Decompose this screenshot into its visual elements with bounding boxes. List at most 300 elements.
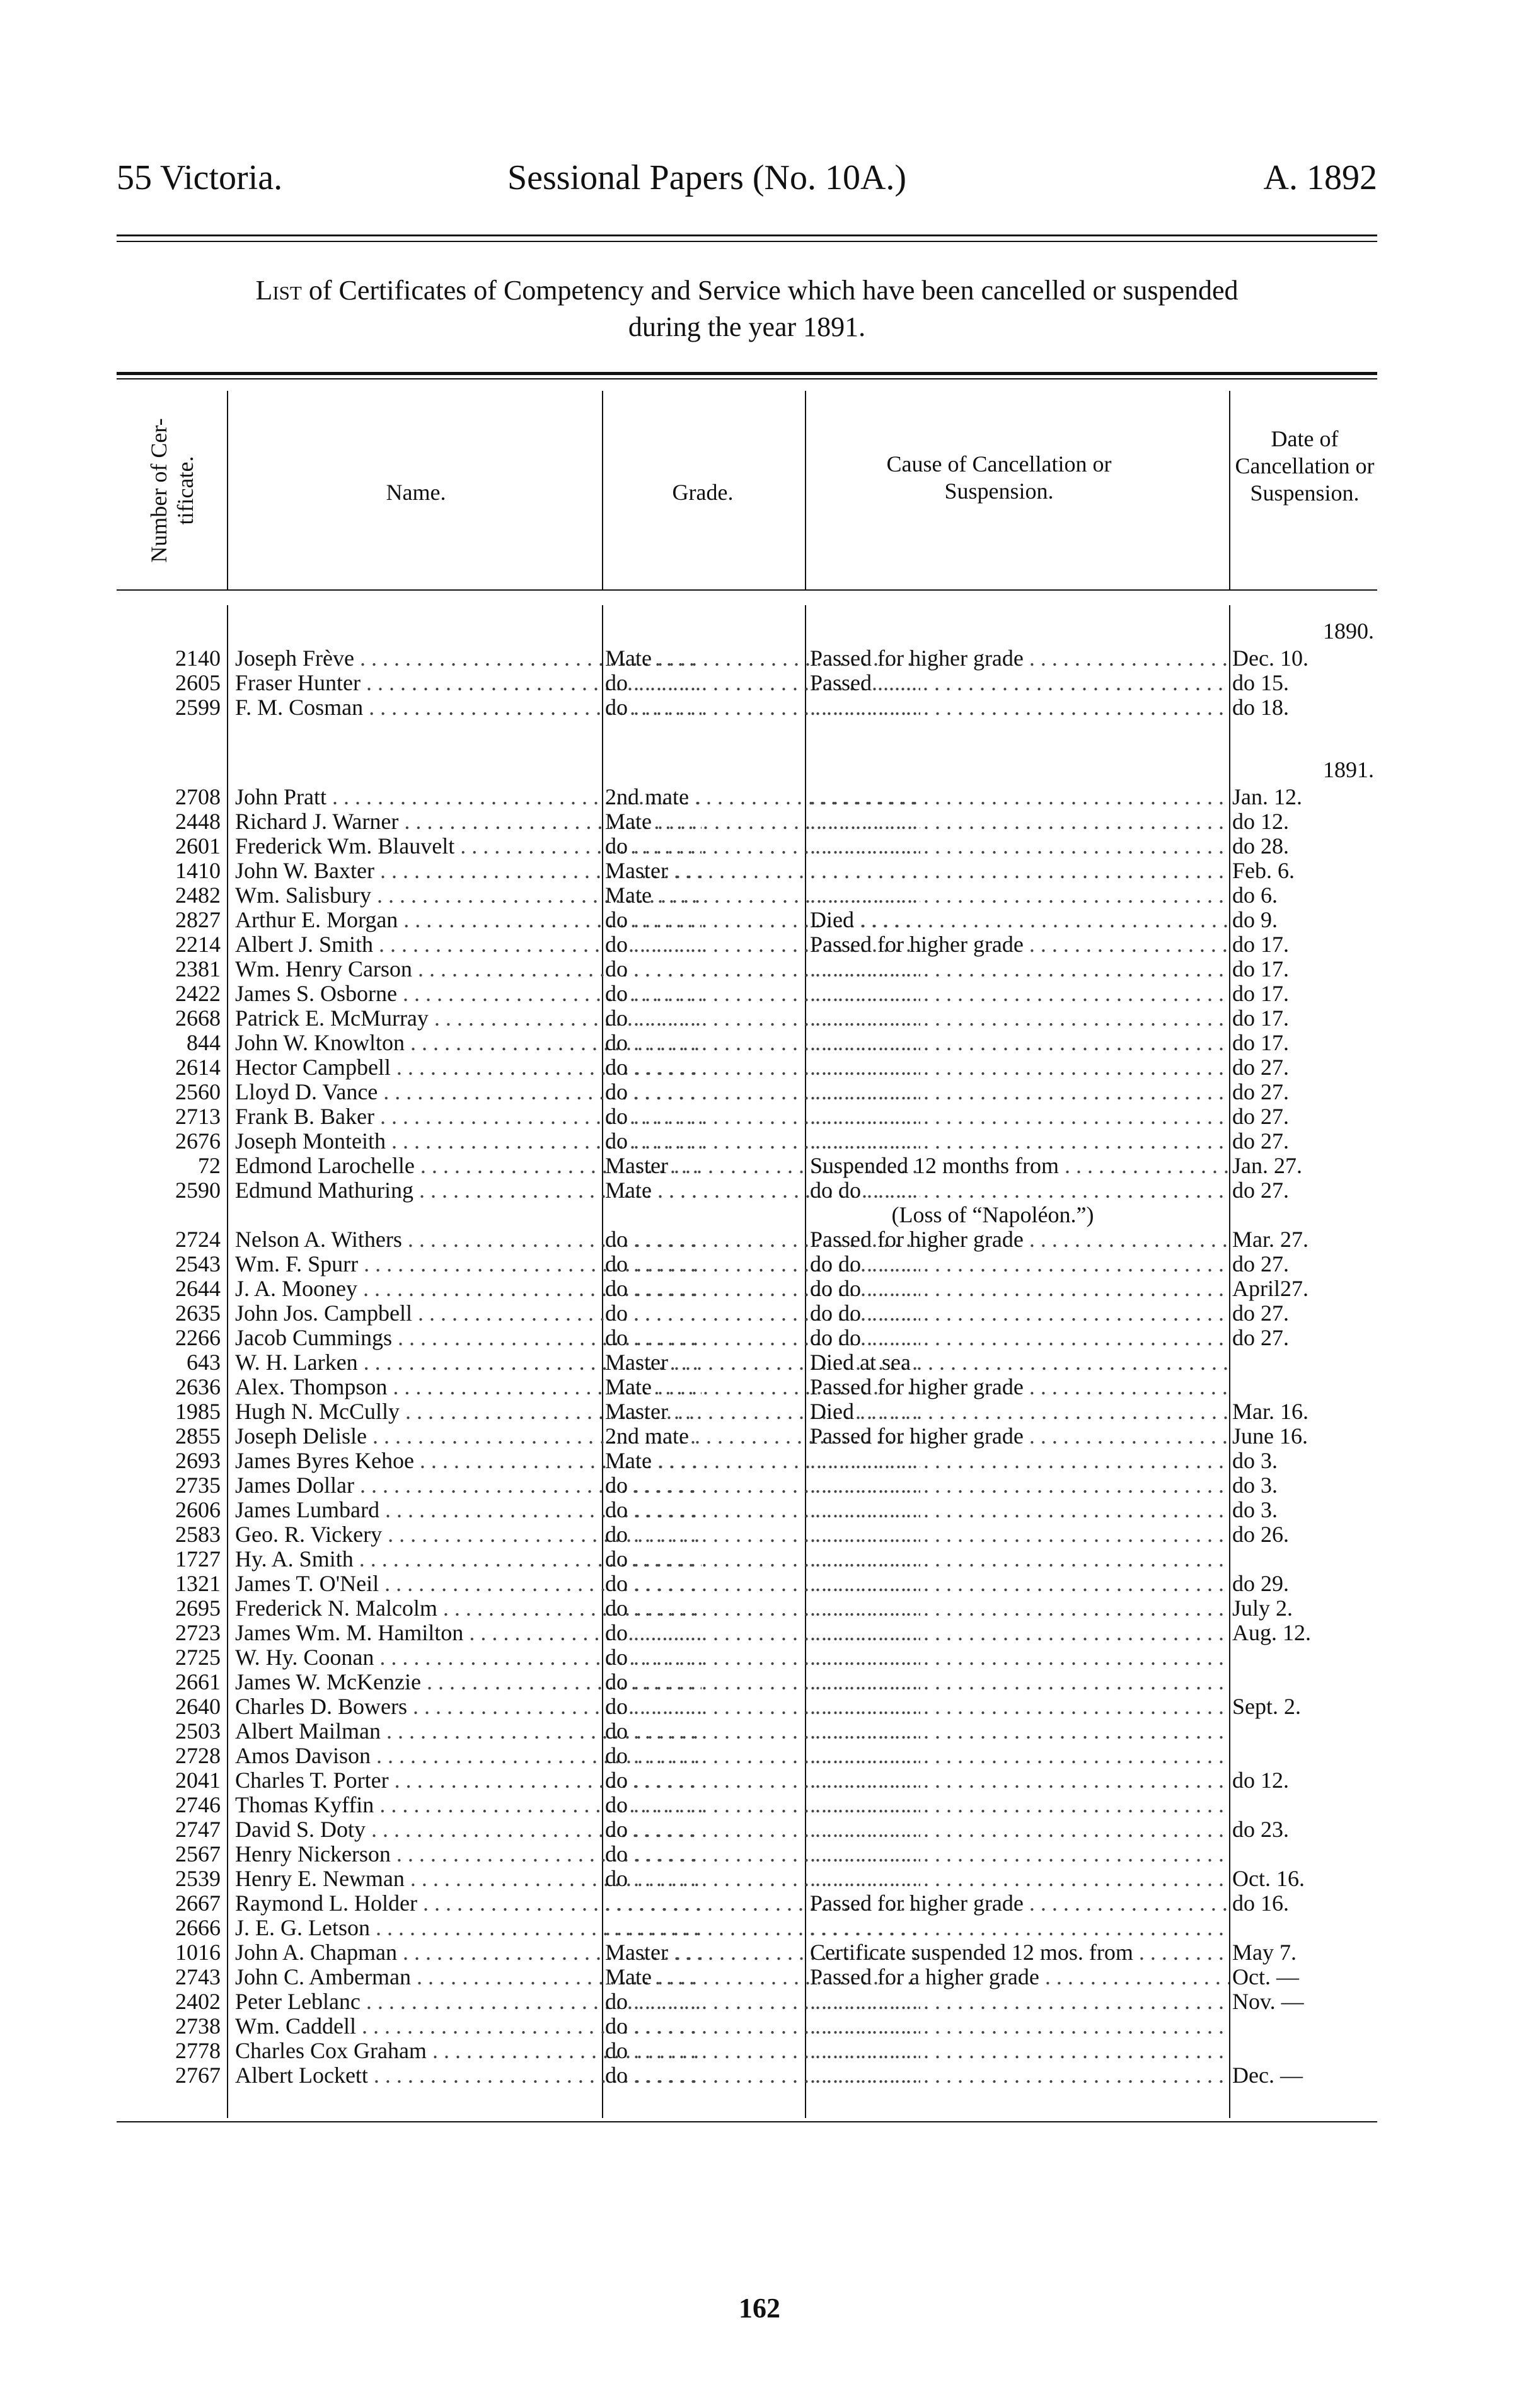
holder-name: Charles D. Bowers . . . <box>235 1694 702 1719</box>
cause: Died . . . <box>810 1399 1229 1424</box>
date: do 27. <box>1232 1178 1289 1203</box>
holder-name: Wm. Caddell . . . <box>235 2014 702 2039</box>
certificate-number: 2666 <box>175 1915 221 1940</box>
col-cause-header: Cause of Cancellation or Suspension. <box>886 451 1112 504</box>
certificate-number: 2724 <box>175 1227 221 1252</box>
date: do 27. <box>1232 1104 1289 1129</box>
holder-name: Frederick N. Malcolm . . . <box>235 1596 702 1621</box>
date: do 17. <box>1232 981 1289 1006</box>
grade: do . . . <box>605 1768 920 1793</box>
table-row <box>117 1104 1377 1129</box>
cause <box>810 1916 1229 1940</box>
holder-name: Thomas Kyffin . . . <box>235 1793 702 1817</box>
holder-name: Fraser Hunter . . . <box>235 671 702 695</box>
certificate-number: 2601 <box>175 833 221 859</box>
certificate-number: 2266 <box>175 1325 221 1350</box>
holder-name: Geo. R. Vickery . . . <box>235 1522 702 1547</box>
grade: do . . . <box>605 1645 920 1670</box>
holder-name: W. Hy. Coonan . . . <box>235 1645 702 1670</box>
cause <box>810 1867 1229 1891</box>
certificate-number: 2381 <box>175 956 221 981</box>
certificate-number: 2667 <box>175 1890 221 1916</box>
grade: do . . . <box>605 1326 920 1350</box>
header-bottom-rule <box>117 589 1377 591</box>
table-row <box>117 1891 1377 1916</box>
table-header <box>117 391 1377 589</box>
table-row <box>117 1350 1377 1375</box>
table-row <box>117 932 1377 957</box>
certificate-number: 2503 <box>175 1718 221 1744</box>
table-row <box>117 1670 1377 1694</box>
cause: Certificate suspended 12 mos. from . . . <box>810 1940 1229 1965</box>
cause: Passed for higher grade . . . <box>810 932 1229 957</box>
certificate-number: 2636 <box>175 1374 221 1399</box>
grade: Master . . . <box>605 1154 920 1178</box>
date: do 28. <box>1232 833 1289 859</box>
holder-name: J. A. Mooney . . . <box>235 1276 702 1301</box>
date: do 27. <box>1232 1300 1289 1326</box>
date: do 16. <box>1232 1890 1289 1916</box>
grade: do . . . <box>605 1055 920 1080</box>
col-grade-header: Grade. <box>672 480 734 505</box>
certificate-number: 2676 <box>175 1128 221 1154</box>
certificate-number: 2560 <box>175 1079 221 1104</box>
title-lead: List <box>255 275 302 306</box>
certificate-number: 2767 <box>175 2063 221 2088</box>
grade: Mate . . . <box>605 1965 920 1989</box>
date: Nov. — <box>1232 1989 1304 2014</box>
table-row <box>117 1178 1377 1203</box>
certificate-number: 2482 <box>175 883 221 908</box>
date: do 29. <box>1232 1571 1289 1596</box>
certificate-number: 2738 <box>175 2013 221 2039</box>
table-row <box>117 1055 1377 1080</box>
certificate-number: 2567 <box>175 1841 221 1867</box>
date: do 9. <box>1232 907 1278 932</box>
header-rule-thin <box>117 241 1377 242</box>
date: do 3. <box>1232 1473 1278 1498</box>
cause <box>810 1129 1229 1154</box>
cause <box>810 1621 1229 1645</box>
cause <box>810 1989 1229 2014</box>
date: do 17. <box>1232 1030 1289 1055</box>
grade: Master . . . <box>605 1940 920 1965</box>
table-row <box>117 908 1377 932</box>
grade: do . . . <box>605 981 920 1006</box>
holder-name: James Lumbard . . . <box>235 1498 702 1522</box>
grade: do . . . <box>605 1694 920 1719</box>
grade: do . . . <box>605 1719 920 1744</box>
date: Mar. 16. <box>1232 1399 1308 1424</box>
certificate-number: 2735 <box>175 1473 221 1498</box>
cause <box>810 1744 1229 1768</box>
date: Jan. 27. <box>1232 1153 1302 1178</box>
holder-name: F. M. Cosman . . . <box>235 695 702 720</box>
cause <box>810 1694 1229 1719</box>
grade: Mate . . . <box>605 809 920 834</box>
certificate-number: 2606 <box>175 1497 221 1522</box>
col-number-label: Number of Cer- tificate. <box>146 417 198 563</box>
date: do 27. <box>1232 1325 1289 1350</box>
certificate-number: 2743 <box>175 1964 221 1989</box>
title-line2: during the year 1891. <box>628 311 866 342</box>
cause: do do . . . <box>810 1276 1229 1301</box>
cause <box>810 1645 1229 1670</box>
cause: Died . . . <box>810 908 1229 932</box>
certificate-number: 2448 <box>175 809 221 834</box>
cause <box>810 957 1229 981</box>
date: Aug. 12. <box>1232 1620 1311 1645</box>
table-row <box>117 1817 1377 1842</box>
certificate-number: 1410 <box>175 858 221 883</box>
cause <box>810 2063 1229 2088</box>
holder-name: Richard J. Warner . . . <box>235 809 702 834</box>
grade: do . . . <box>605 1596 920 1621</box>
table-row <box>117 1916 1377 1940</box>
grade: do . . . <box>605 671 920 695</box>
cause <box>810 1793 1229 1817</box>
table-row <box>117 2014 1377 2039</box>
cause: do do . . . <box>810 1178 1229 1203</box>
table-top-rule <box>117 372 1377 375</box>
holder-name: W. H. Larken . . . <box>235 1350 702 1375</box>
table-row <box>117 1227 1377 1252</box>
holder-name: Joseph Frève . . . <box>235 646 702 671</box>
table-top-rule-thin <box>117 378 1377 379</box>
holder-name: Charles T. Porter . . . <box>235 1768 702 1793</box>
date: do 6. <box>1232 883 1278 908</box>
date: Dec. 10. <box>1232 645 1308 671</box>
certificate-number: 2214 <box>175 932 221 957</box>
table-row <box>117 1399 1377 1424</box>
table-row <box>117 1473 1377 1498</box>
col-divider <box>602 391 603 589</box>
col-name-header: Name. <box>386 480 446 505</box>
cause: Passed for higher grade . . . <box>810 646 1229 671</box>
table-row <box>117 1301 1377 1326</box>
grade: do . . . <box>605 1104 920 1129</box>
holder-name: Joseph Monteith . . . <box>235 1129 702 1154</box>
table-row <box>117 1768 1377 1793</box>
holder-name: John Pratt . . . <box>235 785 702 809</box>
holder-name: Lloyd D. Vance . . . <box>235 1080 702 1104</box>
grade: do . . . <box>605 1473 920 1498</box>
table-row <box>117 1940 1377 1965</box>
cause: (Loss of “Napoléon.”) <box>891 1203 1094 1227</box>
cause <box>810 785 1229 809</box>
holder-name: Henry E. Newman . . . <box>235 1867 702 1891</box>
holder-name: Joseph Delisle . . . <box>235 1424 702 1449</box>
holder-name: Edmund Mathuring . . . <box>235 1178 702 1203</box>
date: do 12. <box>1232 809 1289 834</box>
cause: Passed for higher grade . . . <box>810 1891 1229 1916</box>
cause <box>810 2039 1229 2063</box>
holder-name: Wm. Henry Carson . . . <box>235 957 702 981</box>
holder-name: Raymond L. Holder . . . <box>235 1891 702 1916</box>
cause <box>810 695 1229 720</box>
table-row <box>117 1375 1377 1399</box>
certificate-number: 2599 <box>175 695 221 720</box>
grade: do . . . <box>605 1793 920 1817</box>
date: Dec. — <box>1232 2063 1303 2088</box>
holder-name: Jacob Cummings . . . <box>235 1326 702 1350</box>
date: July 2. <box>1232 1595 1293 1621</box>
table-row <box>117 1129 1377 1154</box>
grade: do . . . <box>605 1867 920 1891</box>
certificate-number: 2140 <box>175 645 221 671</box>
grade: do . . . <box>605 2039 920 2063</box>
col-divider <box>1229 391 1230 589</box>
table-row <box>117 1572 1377 1596</box>
date: May 7. <box>1232 1940 1297 1965</box>
holder-name: John C. Amberman . . . <box>235 1965 702 1989</box>
certificate-number: 2590 <box>175 1178 221 1203</box>
col-divider <box>227 391 228 589</box>
certificate-number: 2725 <box>175 1645 221 1670</box>
header-rule <box>117 234 1377 236</box>
table-row <box>117 1203 1377 1227</box>
grade: do . . . <box>605 834 920 859</box>
certificate-number: 2605 <box>175 670 221 695</box>
grade: do . . . <box>605 2014 920 2039</box>
certificate-number: 2728 <box>175 1743 221 1768</box>
table-row <box>117 671 1377 695</box>
cause: do do . . . <box>810 1252 1229 1276</box>
grade: do . . . <box>605 1080 920 1104</box>
certificate-number: 844 <box>187 1030 221 1055</box>
date: do 18. <box>1232 695 1289 720</box>
grade: do . . . <box>605 1522 920 1547</box>
table-row <box>117 1424 1377 1449</box>
table-row <box>117 859 1377 883</box>
cause: Suspended 12 months from . . . <box>810 1154 1229 1178</box>
holder-name: Amos Davison . . . <box>235 1744 702 1768</box>
holder-name: Frank B. Baker . . . <box>235 1104 702 1129</box>
grade: 2nd mate . . . <box>605 785 920 809</box>
cause: do do . . . <box>810 1326 1229 1350</box>
date: Mar. 27. <box>1232 1227 1308 1252</box>
date: do 23. <box>1232 1817 1289 1842</box>
table-row <box>117 957 1377 981</box>
certificate-number: 2635 <box>175 1300 221 1326</box>
cause <box>810 1473 1229 1498</box>
date: Oct. 16. <box>1232 1866 1305 1891</box>
certificate-number: 2708 <box>175 784 221 809</box>
page-number: 162 <box>739 2293 780 2324</box>
certificate-number: 2614 <box>175 1055 221 1080</box>
holder-name: Henry Nickerson . . . <box>235 1842 702 1867</box>
table-row <box>117 1694 1377 1719</box>
cause <box>810 1498 1229 1522</box>
date: do 17. <box>1232 1005 1289 1031</box>
grade: do . . . <box>605 1129 920 1154</box>
table-row <box>117 1031 1377 1055</box>
table-row <box>117 1867 1377 1891</box>
grade: do . . . <box>605 1670 920 1694</box>
table-row <box>117 646 1377 671</box>
certificate-number: 2539 <box>175 1866 221 1891</box>
certificate-number: 2583 <box>175 1522 221 1547</box>
table-row <box>117 1719 1377 1744</box>
certificate-number: 2746 <box>175 1792 221 1817</box>
grade: Master . . . <box>605 1399 920 1424</box>
grade: do . . . <box>605 1301 920 1326</box>
certificate-number: 2827 <box>175 907 221 932</box>
cause: Passed for higher grade . . . <box>810 1424 1229 1449</box>
holder-name: Nelson A. Withers . . . <box>235 1227 702 1252</box>
certificate-number: 2543 <box>175 1251 221 1276</box>
grade: do . . . <box>605 932 920 957</box>
holder-name: Edmond Larochelle . . . <box>235 1154 702 1178</box>
date: do 27. <box>1232 1128 1289 1154</box>
certificate-number: 2661 <box>175 1669 221 1694</box>
cause <box>810 1670 1229 1694</box>
cause <box>810 859 1229 883</box>
holder-name: J. E. G. Letson . . . <box>235 1916 702 1940</box>
table-row <box>117 1547 1377 1572</box>
grade: do . . . <box>605 1276 920 1301</box>
holder-name: James W. McKenzie . . . <box>235 1670 702 1694</box>
date: do 15. <box>1232 670 1289 695</box>
table-row <box>117 1522 1377 1547</box>
holder-name: James Dollar . . . <box>235 1473 702 1498</box>
date: Oct. — <box>1232 1964 1299 1989</box>
grade: do . . . <box>605 908 920 932</box>
table-row <box>117 1252 1377 1276</box>
cause: Passed for a higher grade . . . <box>810 1965 1229 1989</box>
cause <box>810 1547 1229 1572</box>
holder-name: Albert Mailman . . . <box>235 1719 702 1744</box>
holder-name: James S. Osborne . . . <box>235 981 702 1006</box>
cause <box>810 1572 1229 1596</box>
certificate-number: 2747 <box>175 1817 221 1842</box>
holder-name: Charles Cox Graham . . . <box>235 2039 702 2063</box>
grade: do . . . <box>605 1031 920 1055</box>
cause: Died at sea . . . <box>810 1350 1229 1375</box>
table-body <box>117 605 1377 2118</box>
table-row <box>117 1080 1377 1104</box>
document-title <box>117 272 1377 345</box>
certificate-number: 2695 <box>175 1595 221 1621</box>
date: Jan. 12. <box>1232 784 1302 809</box>
cause <box>810 1842 1229 1867</box>
holder-name: Arthur E. Morgan . . . <box>235 908 702 932</box>
holder-name: Peter Leblanc . . . <box>235 1989 702 2014</box>
sessional-papers-label: Sessional Papers (No. 10A.) <box>507 158 907 197</box>
certificate-number: 2668 <box>175 1005 221 1031</box>
grade: do . . . <box>605 1989 920 2014</box>
cause <box>810 2014 1229 2039</box>
table-row <box>117 1989 1377 2014</box>
holder-name: Albert J. Smith . . . <box>235 932 702 957</box>
certificate-number: 2422 <box>175 981 221 1006</box>
table-row <box>117 883 1377 908</box>
table-row <box>117 1596 1377 1621</box>
certificate-number: 643 <box>187 1350 221 1375</box>
table-row <box>117 1842 1377 1867</box>
date: do 3. <box>1232 1497 1278 1522</box>
cause: Passed . . . <box>810 671 1229 695</box>
holder-name: John Jos. Campbell . . . <box>235 1301 702 1326</box>
grade: do . . . <box>605 2063 920 2088</box>
cause <box>810 883 1229 908</box>
holder-name: Patrick E. McMurray . . . <box>235 1006 702 1031</box>
holder-name: James T. O'Neil . . . <box>235 1572 702 1596</box>
cause <box>810 1006 1229 1031</box>
cause <box>810 1596 1229 1621</box>
cause <box>810 834 1229 859</box>
grade: do . . . <box>605 1621 920 1645</box>
date: June 16. <box>1232 1423 1308 1449</box>
grade: Mate . . . <box>605 1449 920 1473</box>
grade: Mate . . . <box>605 1375 920 1399</box>
grade: do . . . <box>605 1006 920 1031</box>
holder-name: David S. Doty . . . <box>235 1817 702 1842</box>
certificate-number: 1016 <box>175 1940 221 1965</box>
table-row <box>117 1276 1377 1301</box>
date: do 26. <box>1232 1522 1289 1547</box>
table-row <box>117 981 1377 1006</box>
cause <box>810 1055 1229 1080</box>
table-row <box>117 1154 1377 1178</box>
certificate-number: 1985 <box>175 1399 221 1424</box>
table-row <box>117 1744 1377 1768</box>
certificate-number: 2723 <box>175 1620 221 1645</box>
certificate-number: 2640 <box>175 1694 221 1719</box>
grade: Master . . . <box>605 1350 920 1375</box>
year-label: A. 1892 <box>1263 158 1377 197</box>
table-row <box>117 695 1377 720</box>
date: do 12. <box>1232 1768 1289 1793</box>
holder-name: Alex. Thompson . . . <box>235 1375 702 1399</box>
certificate-number: 1727 <box>175 1546 221 1572</box>
cause <box>810 1719 1229 1744</box>
grade: do . . . <box>605 1842 920 1867</box>
session-label: 55 Victoria. <box>117 158 283 197</box>
year-1891-label: 1891. <box>1323 757 1374 782</box>
date: do 27. <box>1232 1055 1289 1080</box>
grade: do . . . <box>605 1498 920 1522</box>
certificate-number: 2855 <box>175 1423 221 1449</box>
table-row <box>117 1498 1377 1522</box>
holder-name: James Byres Kehoe . . . <box>235 1449 702 1473</box>
cause <box>810 809 1229 834</box>
grade: Master . . . <box>605 859 920 883</box>
grade: do . . . <box>605 1572 920 1596</box>
table-row <box>117 834 1377 859</box>
holder-name: Wm. Salisbury . . . <box>235 883 702 908</box>
cause <box>810 1104 1229 1129</box>
grade: Mate . . . <box>605 646 920 671</box>
cause <box>810 1449 1229 1473</box>
date: do 27. <box>1232 1079 1289 1104</box>
grade: 2nd mate . . . <box>605 1424 920 1449</box>
cause <box>810 1768 1229 1793</box>
date: do 17. <box>1232 956 1289 981</box>
running-header <box>117 158 1377 208</box>
certificate-number: 72 <box>198 1153 221 1178</box>
year-1890-label: 1890. <box>1323 618 1374 644</box>
grade: do . . . <box>605 1547 920 1572</box>
holder-name: James Wm. M. Hamilton . . . <box>235 1621 702 1645</box>
holder-name: John A. Chapman . . . <box>235 1940 702 1965</box>
grade: Mate . . . <box>605 1178 920 1203</box>
grade: do . . . <box>605 957 920 981</box>
col-number-header <box>117 391 227 589</box>
col-divider <box>805 391 806 589</box>
grade: do . . . <box>605 1817 920 1842</box>
table-row <box>117 1645 1377 1670</box>
